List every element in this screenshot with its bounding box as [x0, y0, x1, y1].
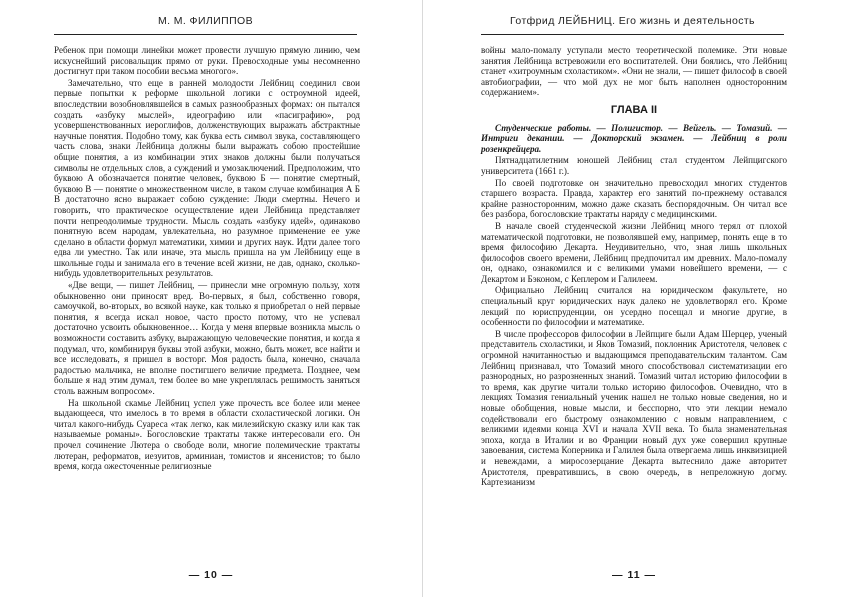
- paragraph: Ребенок при помощи линейки может провести лучшую прямую линию, чем искуснейший рисовальщик прямо от руки. Превосходные умы несомненно достигнут при таком пособии весьма многого».: [54, 45, 360, 77]
- paragraph: Официально Лейбниц считался на юридическом факультете, но специальный круг юридических наук далеко не удовлетворял его. Кроме лекций по юриспруденции, он усердно посещал и многие другие, в особенности по философии и математике.: [481, 285, 787, 328]
- left-page-body: [54, 45, 360, 472]
- paragraph: Замечательно, что еще в ранней молодости Лейбниц соединил свои первые попытки к реформе школьной логики с остроумной идеей, впоследствии возобновлявшейся в самых разнообразных формах: он пытался создать «азбуку мыслей», идеографию или «пасиграфию», род усовершенствованных иероглифов, долженствующих выражать абстрактные научные понятия. Подобно тому, как буква есть символ звука, составляющего часть слова, знаки Лейбница должны были выражать собою простейшие общие понятия, а из комбинации этих знаков должны были получаться символы не отдельных слов, а суждений и умозаключений. Предположим, что буквою А обозначается понятие человек, буквою Б — понятие смертный, буквою В — понятие о множественном числе, в таком случае комбинация А Б В достаточно ясно выражает собою суждение: Люди смертны. Нечего и говорить, что практическое осуществление идеи Лейбница представляет почти непреодолимые трудности. Мысль создать «азбуку идей», одинаково понятную всем народам, увлекательна, но разумное применение ее уже сделано в области формул математики, химии и других наук. Идти далее того едва ли уместно. Так или иначе, эта мысль пришла на ум Лейбницу еще в школьные годы и занимала его в течение всей жизни, не дав, однако, сколько-нибудь удовлетворительных результатов.: [54, 77, 360, 279]
- left-head-rule: [54, 34, 357, 35]
- chapter-title: ГЛАВА II: [610, 103, 658, 116]
- right-running-head: Готфрид ЛЕЙБНИЦ. Его жизнь и деятельность: [510, 15, 755, 27]
- paragraph: Пятнадцатилетним юношей Лейбниц стал студентом Лейпцигского университета (1661 г.).: [481, 155, 787, 176]
- right-page-body: [481, 45, 787, 488]
- right-page-number: — 11 —: [612, 569, 656, 581]
- paragraph: По своей подготовке он значительно превосходил многих студентов старшего возраста. Правда, характер его занятий по-прежнему оставался крайне разносторонним, можно даже сказать беспорядочным. Он читал все без разбора, богословские трактаты наряду с медицинскими.: [481, 177, 787, 220]
- paragraph: На школьной скамье Лейбниц успел уже прочесть все более или менее выдающееся, что имелось в то время в области схоластической логики. Он читал какого-нибудь Суареса «так легко, как милезийскую сказку или как так называемые романы». Богословские трактаты также интересовали его. Он прочел сочинение Лютера о свободе воли, многие полемические трактаты лютеран, реформатов, иезуитов, арминиан, томистов и янсенистов; то было время, когда ожесточенные религиозные: [54, 397, 360, 472]
- left-page-number: — 10 —: [188, 569, 234, 581]
- paragraph: В начале своей студенческой жизни Лейбниц много терял от плохой математической подготовки, не позволявшей ему, например, понять еще в то время философию Декарта. Неудивительно, что, зная лишь школьных философов своего времени, Лейбниц предпочитал им древних. Мало-помалу он, однако, ознакомился и с великими умами новейшего времени, — с Декартом и Бэконом, с Кеплером и Галилеем.: [481, 220, 787, 284]
- right-page: [423, 0, 845, 597]
- paragraph: В числе профессоров философии в Лейпциге были Адам Шерцер, ученый представитель схоластики, и Яков Томазий, поклонник Аристотеля, человек с огромной начитанностью и выдающимся преподавательским талантом. Сам Лейбниц признавал, что Томазий много способствовал систематизации его разнородных, но разрозненных знаний. Томазий читал историю философии в то время, как другие читали только историю философов. Очевидно, что в лекциях Томазия гениальный ученик нашел не только новые сведения, но и новые обобщения, новые мысли, и бесспорно, что эти лекции немало содействовали его быстрому ознакомлению с новым направлением, с великими идеями конца XVI и начала XVII века. То была знаменательная эпоха, когда в Италии и во Франции новый дух уже совершил крупные завоевания, система Коперника и Галилея была отвергаема лишь инквизицией и невеждами, а миросозерцание Декарта вытеснило даже авторитет Аристотеля, превратившись, в свою очередь, в непреложную догму. Картезианизм: [481, 328, 787, 488]
- right-head-rule: [481, 34, 784, 35]
- chapter-summary: Студенческие работы. — Полигистор. — Вейгель. — Томазий. — Интриги деканши. — Докторский экзамен. — Лейбниц в роли розенкрейцера.: [481, 122, 787, 154]
- quote-paragraph: «Две вещи, — пишет Лейбниц, — принесли мне огромную пользу, хотя обыкновенно они приносят вред. Во-первых, я был, собственно говоря, самоучкой, во-вторых, во всякой науке, как только я приобретал о ней первые понятия, я всегда искал новое, часто просто потому, что не успевал достаточно усвоить обыкновенное… Когда у меня впервые возникла мысль о возможности составить азбуку, выражающую человеческие понятия, и когда я подумал, что, комбинируя буквы этой азбуки, можно, быть может, все найти и все исследовать, я пришел в восторг. Моя радость была, конечно, сначала радостью мальчика, не вполне постигшего величие предмета. Позднее, чем больше я над этим думал, тем более во мне укреплялась решимость заняться столь важным вопросом».: [54, 280, 360, 396]
- left-running-head: М. М. ФИЛИППОВ: [158, 15, 253, 27]
- opening-paragraph: войны мало-помалу уступали место теоретической полемике. Эти новые занятия Лейбница встревожили его воспитателей. Они боялись, что Лейбниц станет «хитроумным схоластиком». «Они не знали, — пишет философ в своей автобиографии, — что мой дух не мог быть наполнен односторонним содержанием».: [481, 45, 787, 98]
